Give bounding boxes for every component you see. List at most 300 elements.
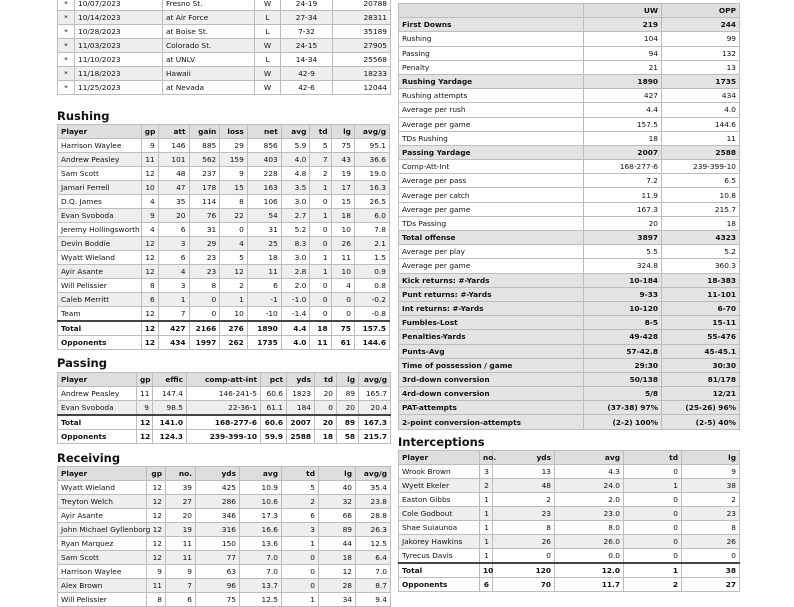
rushing-section — [57, 124, 390, 350]
table-cell: 157.5 — [354, 321, 389, 336]
game-result: W — [255, 39, 281, 53]
table-cell: 403 — [247, 153, 281, 167]
table-cell: 3 — [480, 465, 493, 479]
stat-opp-value: 244 — [662, 18, 740, 32]
table-cell: 8 — [141, 279, 158, 293]
passing-title: Passing — [57, 356, 107, 370]
table-cell: 184 — [287, 401, 315, 416]
table-cell: 26 — [682, 535, 740, 549]
table-cell: 7.0 — [240, 565, 282, 579]
stat-uw-value: 2007 — [584, 145, 662, 159]
table-cell: 147.4 — [153, 387, 187, 401]
table-row — [58, 293, 390, 307]
team-stat-row — [399, 18, 740, 32]
table-cell: Shae Suiaunoa — [399, 521, 480, 535]
table-cell: 7 — [158, 307, 189, 322]
table-cell: Andrew Peasley — [58, 387, 137, 401]
column-header: no. — [166, 467, 196, 481]
stat-uw-value: 7.2 — [584, 174, 662, 188]
table-cell: 6 — [480, 578, 493, 592]
stat-uw-value: 8-5 — [584, 316, 662, 330]
table-cell: 7.0 — [356, 565, 391, 579]
table-cell: 76 — [189, 209, 220, 223]
stat-opp-value: 45-45.1 — [662, 344, 740, 358]
table-cell: 12 — [141, 251, 158, 265]
column-header: Player — [58, 125, 142, 139]
table-cell: 48 — [158, 167, 189, 181]
stat-opp-value: 11 — [662, 131, 740, 145]
passing-section — [57, 372, 390, 444]
table-row — [58, 167, 390, 181]
table-row — [58, 279, 390, 293]
conference-marker: * — [58, 67, 75, 81]
table-cell: 141.0 — [153, 415, 187, 430]
table-row — [399, 521, 740, 535]
table-row — [399, 507, 740, 521]
table-cell: 163 — [247, 181, 281, 195]
table-cell: 12 — [141, 336, 158, 350]
table-row — [58, 251, 390, 265]
table-cell: 11 — [137, 387, 153, 401]
table-cell: 0 — [331, 293, 354, 307]
table-cell: 11 — [147, 579, 166, 593]
table-cell: 0 — [682, 549, 740, 564]
table-row — [58, 153, 390, 167]
table-cell: 61 — [331, 336, 354, 350]
conference-marker: * — [58, 0, 75, 11]
stat-label: Passing Yardage — [399, 145, 584, 159]
game-opponent: at Air Force — [163, 11, 255, 25]
stat-opp-value: (2-5) 40% — [662, 415, 740, 429]
table-cell: 9 — [137, 401, 153, 416]
column-header: avg — [281, 125, 310, 139]
table-cell: 36.6 — [354, 153, 389, 167]
table-cell: -1 — [247, 293, 281, 307]
table-cell: 18 — [310, 321, 331, 336]
table-cell: 12 — [147, 537, 166, 551]
table-row — [58, 579, 391, 593]
table-cell: 40 — [319, 481, 356, 495]
table-cell: 1 — [480, 549, 493, 564]
table-cell: 12 — [141, 321, 158, 336]
stat-opp-value: 15-11 — [662, 316, 740, 330]
table-cell: 2166 — [189, 321, 220, 336]
table-cell: 12 — [141, 307, 158, 322]
table-cell: 144.6 — [354, 336, 389, 350]
table-cell: 6 — [166, 593, 196, 607]
receiving-section — [57, 466, 390, 607]
table-row — [58, 593, 391, 607]
conference-marker: * — [58, 81, 75, 95]
game-score: 27-34 — [281, 11, 333, 25]
stat-uw-value: 427 — [584, 89, 662, 103]
team-stat-row — [399, 245, 740, 259]
table-cell: 1 — [310, 251, 331, 265]
table-cell: 8.7 — [356, 579, 391, 593]
table-cell: 11 — [310, 336, 331, 350]
table-cell: Evan Svoboda — [58, 401, 137, 416]
game-result: L — [255, 25, 281, 39]
table-cell: 20 — [166, 509, 196, 523]
table-cell: 0 — [624, 521, 682, 535]
column-header: lg — [682, 451, 740, 465]
table-cell: 0 — [189, 293, 220, 307]
game-result: L — [255, 53, 281, 67]
table-cell: 89 — [337, 387, 359, 401]
table-cell: 9 — [166, 565, 196, 579]
table-cell: 11 — [331, 251, 354, 265]
stat-opp-value: 4.0 — [662, 103, 740, 117]
stat-uw-value: 157.5 — [584, 117, 662, 131]
table-cell: 44 — [319, 537, 356, 551]
team-stat-row — [399, 202, 740, 216]
table-cell: 1997 — [189, 336, 220, 350]
table-cell: 0 — [624, 465, 682, 479]
table-cell: 0 — [310, 307, 331, 322]
table-cell: 0 — [310, 237, 331, 251]
table-cell: 10 — [141, 181, 158, 195]
table-cell: 39 — [166, 481, 196, 495]
table-cell: 2 — [682, 493, 740, 507]
stat-label: Average per pass — [399, 174, 584, 188]
table-cell: 29 — [220, 139, 248, 153]
table-cell: 1 — [480, 507, 493, 521]
stat-label: Rushing Yardage — [399, 74, 584, 88]
table-cell: Harrison Waylee — [58, 565, 147, 579]
column-header: effic — [153, 373, 187, 387]
receiving-table — [57, 466, 391, 607]
column-header: avg/g — [356, 467, 391, 481]
stat-opp-value: 239-399-10 — [662, 160, 740, 174]
table-cell: 1 — [480, 493, 493, 507]
table-cell: 0 — [220, 223, 248, 237]
table-cell: 12 — [319, 565, 356, 579]
table-cell: 17.3 — [240, 509, 282, 523]
table-cell: 2588 — [287, 430, 315, 444]
table-cell: 43 — [331, 153, 354, 167]
table-cell: 10.6 — [240, 495, 282, 509]
table-row — [58, 537, 391, 551]
table-cell: 96 — [196, 579, 240, 593]
table-cell: 28.8 — [356, 509, 391, 523]
column-header: avg — [240, 467, 282, 481]
table-cell: 16.6 — [240, 523, 282, 537]
team-stat-row — [399, 60, 740, 74]
table-cell: 18 — [247, 251, 281, 265]
team-stat-row — [399, 287, 740, 301]
table-cell: -0.8 — [354, 307, 389, 322]
team-stat-row — [399, 103, 740, 117]
stat-opp-value: 215.7 — [662, 202, 740, 216]
table-cell: Cole Godbout — [399, 507, 480, 521]
table-cell: 1 — [310, 209, 331, 223]
stat-opp-value: 18 — [662, 216, 740, 230]
table-cell: 60.6 — [261, 415, 287, 430]
stat-opp-value: 132 — [662, 46, 740, 60]
stat-label: Total offense — [399, 231, 584, 245]
receiving-title: Receiving — [57, 451, 121, 465]
table-cell: 26.0 — [555, 535, 624, 549]
game-attendance: 18233 — [333, 67, 391, 81]
table-row — [58, 495, 391, 509]
table-cell: 13.6 — [240, 537, 282, 551]
column-header: lg — [331, 125, 354, 139]
table-cell: 23 — [493, 507, 555, 521]
table-cell: D.Q. James — [58, 195, 142, 209]
stat-label: Average per play — [399, 245, 584, 259]
table-cell: 13 — [493, 465, 555, 479]
game-date: 10/28/2023 — [75, 25, 163, 39]
table-cell: 4.3 — [555, 465, 624, 479]
game-result: W — [255, 67, 281, 81]
stat-label: TDs Rushing — [399, 131, 584, 145]
table-cell: 1 — [158, 293, 189, 307]
table-row — [58, 209, 390, 223]
stat-opp-value: 99 — [662, 32, 740, 46]
stat-label: Average per rush — [399, 103, 584, 117]
table-cell: 1 — [282, 537, 319, 551]
passing-table — [57, 372, 391, 444]
table-cell: 18 — [319, 551, 356, 565]
table-cell: 23 — [189, 265, 220, 279]
table-cell: 1823 — [287, 387, 315, 401]
table-cell: 0 — [282, 551, 319, 565]
table-cell: Evan Svoboda — [58, 209, 142, 223]
table-cell: 2 — [282, 495, 319, 509]
table-cell: 4 — [220, 237, 248, 251]
table-cell: 95.1 — [354, 139, 389, 153]
table-cell: 12.5 — [240, 593, 282, 607]
table-cell: 32 — [319, 495, 356, 509]
column-header: Player — [58, 373, 137, 387]
table-cell: 27 — [682, 578, 740, 592]
table-cell: 75 — [331, 321, 354, 336]
column-header: net — [247, 125, 281, 139]
table-cell: 168-277-6 — [187, 415, 261, 430]
table-cell: 24.0 — [555, 479, 624, 493]
table-cell: 2.1 — [354, 237, 389, 251]
table-cell: 20 — [337, 401, 359, 416]
stat-label: Punts-Avg — [399, 344, 584, 358]
game-score: 24-15 — [281, 39, 333, 53]
table-cell: 98.5 — [153, 401, 187, 416]
table-cell: 6 — [158, 223, 189, 237]
table-cell: 20.4 — [359, 401, 391, 416]
table-cell: 15 — [220, 181, 248, 195]
interceptions-table — [398, 450, 740, 592]
table-cell: 3 — [158, 279, 189, 293]
schedule-row — [58, 25, 391, 39]
table-cell: 146 — [158, 139, 189, 153]
table-row — [58, 181, 390, 195]
table-cell: Ayir Asante — [58, 265, 142, 279]
column-header: OPP — [662, 4, 740, 18]
game-score: 42-6 — [281, 81, 333, 95]
table-cell: 12 — [141, 237, 158, 251]
table-cell: 18 — [315, 430, 337, 444]
table-cell: 0 — [310, 293, 331, 307]
table-cell: 3.0 — [281, 251, 310, 265]
table-cell: 0 — [315, 401, 337, 416]
table-cell: 562 — [189, 153, 220, 167]
team-stats-section — [398, 3, 739, 430]
table-cell: 35.4 — [356, 481, 391, 495]
table-cell: 7.0 — [240, 551, 282, 565]
table-row — [58, 481, 391, 495]
table-cell: 11 — [166, 551, 196, 565]
table-cell: 6.0 — [354, 209, 389, 223]
game-result: W — [255, 0, 281, 11]
column-header: gain — [189, 125, 220, 139]
game-date: 11/18/2023 — [75, 67, 163, 81]
table-cell: 54 — [247, 209, 281, 223]
table-cell: 19 — [331, 167, 354, 181]
game-score: 14-34 — [281, 53, 333, 67]
game-result: W — [255, 81, 281, 95]
table-cell: 9 — [682, 465, 740, 479]
table-cell: 5 — [220, 251, 248, 265]
table-cell: 1 — [480, 535, 493, 549]
table-cell: 4.0 — [281, 336, 310, 350]
team-stat-row — [399, 330, 740, 344]
table-cell: 3.0 — [281, 195, 310, 209]
table-cell: 8.3 — [281, 237, 310, 251]
stat-opp-value: 5.2 — [662, 245, 740, 259]
table-cell: 120 — [493, 563, 555, 578]
table-cell: 31 — [189, 223, 220, 237]
game-result: L — [255, 11, 281, 25]
table-cell: 10 — [331, 223, 354, 237]
column-header: avg/g — [354, 125, 389, 139]
table-cell: 0 — [282, 565, 319, 579]
game-score: 24-19 — [281, 0, 333, 11]
table-cell: 0.9 — [354, 265, 389, 279]
table-cell: 12 — [147, 481, 166, 495]
team-stat-row — [399, 174, 740, 188]
table-cell: 4 — [141, 195, 158, 209]
stat-uw-value: 1890 — [584, 74, 662, 88]
stat-opp-value: 1735 — [662, 74, 740, 88]
table-cell: 276 — [220, 321, 248, 336]
game-date: 11/25/2023 — [75, 81, 163, 95]
column-header: avg/g — [359, 373, 391, 387]
table-cell: 12 — [220, 265, 248, 279]
column-header: td — [282, 467, 319, 481]
table-cell: 26 — [493, 535, 555, 549]
table-cell: Sam Scott — [58, 551, 147, 565]
team-stat-row — [399, 231, 740, 245]
table-row — [399, 549, 740, 564]
table-cell: 178 — [189, 181, 220, 195]
stat-uw-value: 168-277-6 — [584, 160, 662, 174]
stat-uw-value: 20 — [584, 216, 662, 230]
stat-opp-value: (25-26) 96% — [662, 401, 740, 415]
table-cell: 89 — [337, 415, 359, 430]
stat-uw-value: 167.3 — [584, 202, 662, 216]
column-header: Player — [399, 451, 480, 465]
table-cell: 228 — [247, 167, 281, 181]
stat-uw-value: 50/138 — [584, 372, 662, 386]
column-header: no. — [480, 451, 493, 465]
totals-row — [58, 336, 390, 350]
table-cell: 5.2 — [281, 223, 310, 237]
table-row — [58, 237, 390, 251]
table-cell: 59.9 — [261, 430, 287, 444]
stat-opp-value: 360.3 — [662, 259, 740, 273]
table-cell: 60.6 — [261, 387, 287, 401]
table-cell: 13.7 — [240, 579, 282, 593]
stat-label: 2-point conversion-attempts — [399, 415, 584, 429]
rushing-title: Rushing — [57, 109, 110, 123]
stat-uw-value: 9-33 — [584, 287, 662, 301]
table-cell: 1735 — [247, 336, 281, 350]
totals-row — [58, 430, 391, 444]
game-score: 42-9 — [281, 67, 333, 81]
table-cell: 425 — [196, 481, 240, 495]
table-cell: Opponents — [58, 336, 142, 350]
stat-label: Average per game — [399, 202, 584, 216]
table-cell: 167.3 — [359, 415, 391, 430]
table-cell: Andrew Peasley — [58, 153, 142, 167]
table-cell: 1 — [480, 521, 493, 535]
column-header: lg — [319, 467, 356, 481]
game-attendance: 12044 — [333, 81, 391, 95]
table-cell: 0 — [310, 195, 331, 209]
team-stats-table — [398, 3, 740, 430]
team-stat-row — [399, 216, 740, 230]
table-cell: 0 — [624, 493, 682, 507]
table-cell: Wyatt Wieland — [58, 251, 142, 265]
totals-row — [58, 415, 391, 430]
table-cell: Will Pelissier — [58, 279, 142, 293]
table-cell: 23.8 — [356, 495, 391, 509]
game-opponent: Fresno St. — [163, 0, 255, 11]
table-cell: 26 — [331, 237, 354, 251]
table-cell: 70 — [493, 578, 555, 592]
rushing-table — [57, 124, 390, 350]
table-cell: 2.0 — [555, 493, 624, 507]
column-header: avg — [555, 451, 624, 465]
table-cell: 5 — [310, 139, 331, 153]
table-cell: 22 — [220, 209, 248, 223]
table-cell: 165.7 — [359, 387, 391, 401]
table-cell: 10 — [331, 265, 354, 279]
table-cell: 12 — [137, 415, 153, 430]
table-cell: 12 — [147, 523, 166, 537]
game-date: 10/07/2023 — [75, 0, 163, 11]
stat-uw-value: 57-42.8 — [584, 344, 662, 358]
table-cell: 38 — [682, 479, 740, 493]
table-cell: 4.4 — [281, 321, 310, 336]
table-row — [58, 401, 391, 416]
table-cell: 215.7 — [359, 430, 391, 444]
stat-uw-value: 10-120 — [584, 301, 662, 315]
table-cell: 4.0 — [281, 153, 310, 167]
table-cell: 12 — [147, 551, 166, 565]
schedule-row — [58, 53, 391, 67]
stat-opp-value: 144.6 — [662, 117, 740, 131]
stat-uw-value: 5.5 — [584, 245, 662, 259]
game-date: 10/14/2023 — [75, 11, 163, 25]
stat-uw-value: 3897 — [584, 231, 662, 245]
table-cell: 7 — [166, 579, 196, 593]
table-cell: 6 — [282, 509, 319, 523]
table-cell: 18 — [331, 209, 354, 223]
table-cell: 58 — [337, 430, 359, 444]
team-stat-row — [399, 32, 740, 46]
table-row — [58, 387, 391, 401]
table-cell: 2 — [480, 479, 493, 493]
